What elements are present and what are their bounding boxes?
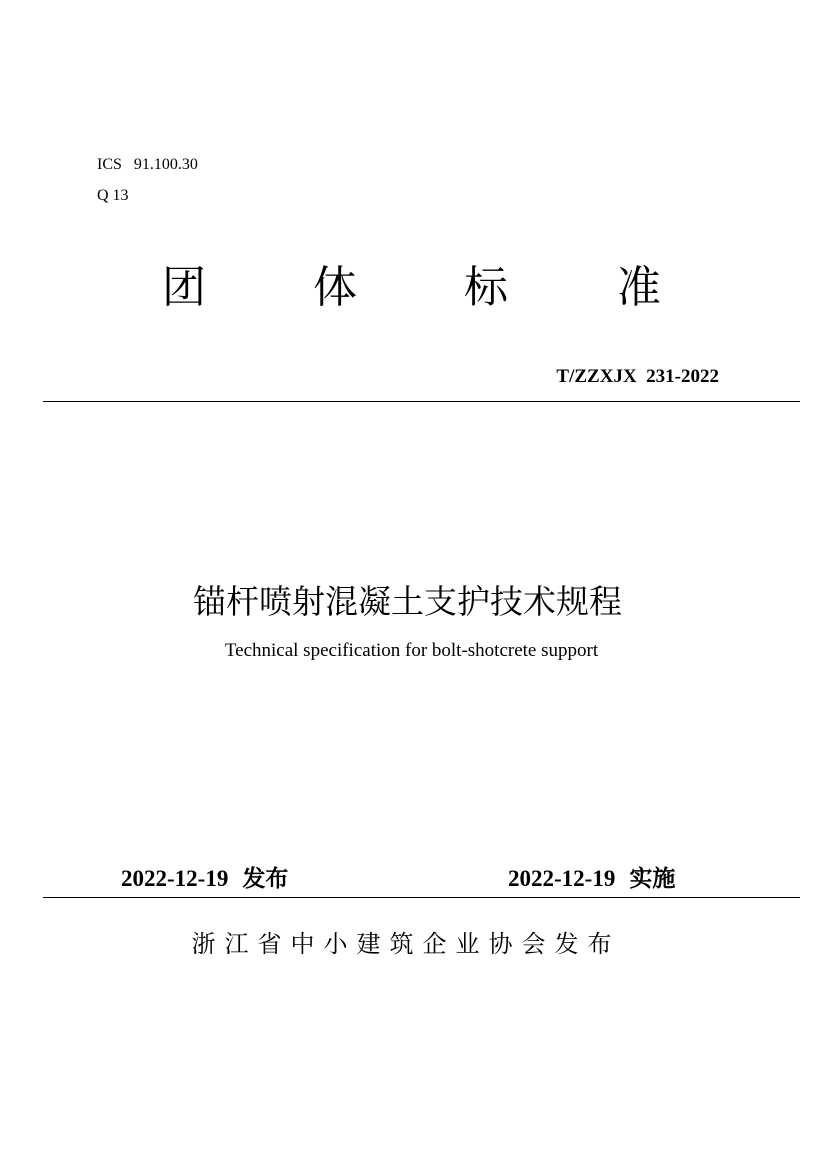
implement-date-line bbox=[508, 864, 675, 894]
ccs-code: Q 13 bbox=[97, 187, 129, 204]
ics-code: ICS 91.100.30 bbox=[97, 156, 198, 173]
standard-type-char: 团 bbox=[162, 262, 206, 313]
publisher: 浙江省中小建筑企业协会发布 bbox=[191, 930, 621, 958]
issue-label: 发布 bbox=[242, 866, 289, 892]
standard-type-heading bbox=[0, 260, 815, 316]
implement-date: 2022-12-19 bbox=[508, 866, 616, 891]
document-title-zh: 锚杆喷射混凝土支护技术规程 bbox=[193, 582, 622, 621]
bottom-divider bbox=[43, 897, 800, 898]
implement-label: 实施 bbox=[629, 866, 676, 892]
issue-date: 2022-12-19 bbox=[121, 866, 229, 891]
standard-type-char: 体 bbox=[313, 262, 357, 313]
standard-type-char: 标 bbox=[464, 262, 508, 313]
issue-date-line bbox=[121, 864, 288, 894]
document-title-en: Technical specification for bolt-shotcrete support bbox=[224, 640, 599, 661]
standard-number: T/ZZXJX 231-2022 bbox=[556, 366, 719, 387]
top-divider bbox=[43, 401, 800, 402]
standard-type-char: 准 bbox=[617, 262, 661, 313]
